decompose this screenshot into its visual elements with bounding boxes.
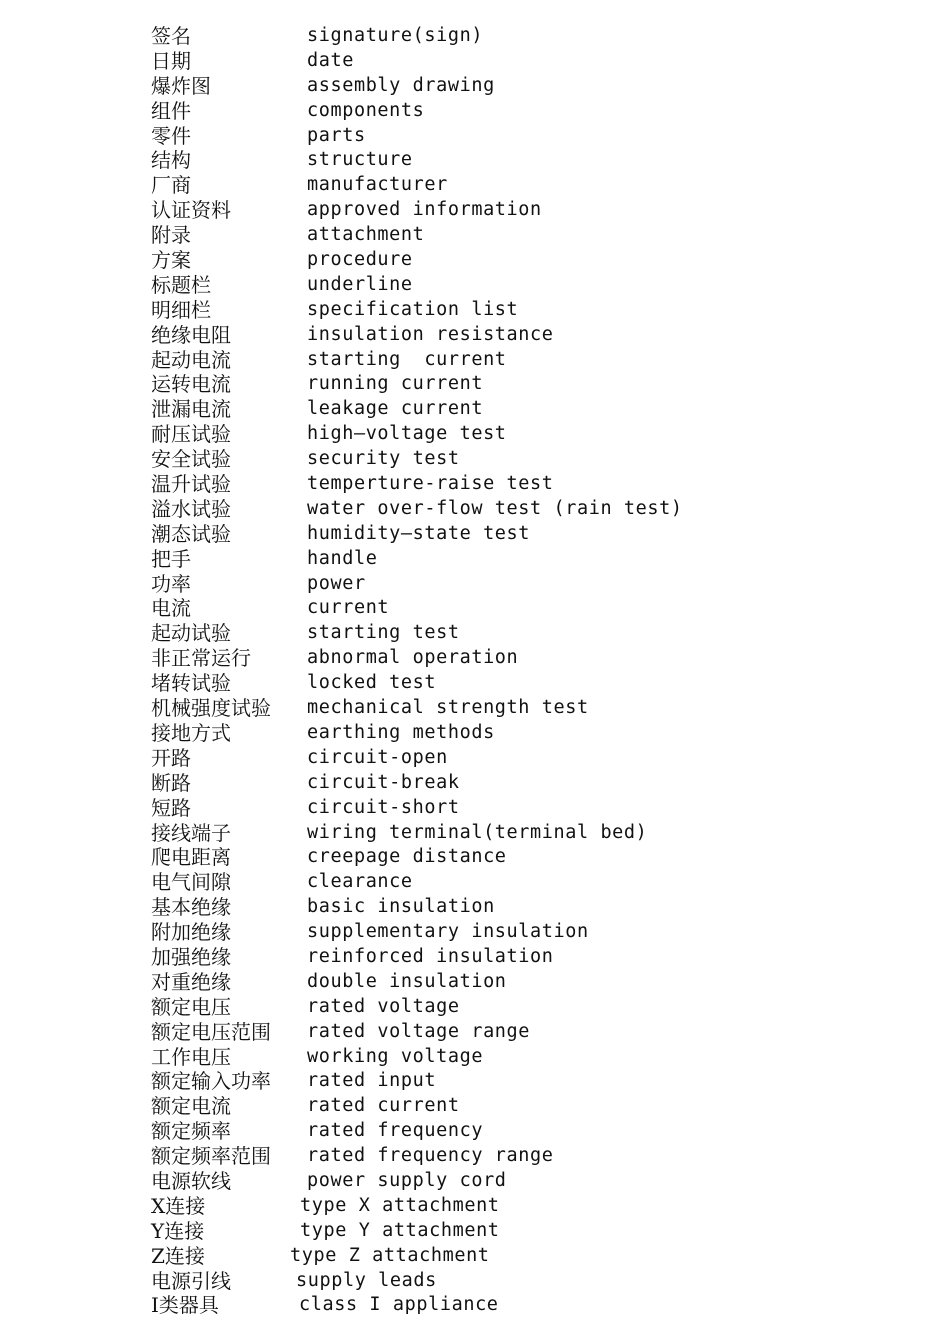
english-term: power supply cord xyxy=(307,1169,507,1191)
english-term: rated frequency xyxy=(307,1120,484,1142)
english-term: leakage current xyxy=(307,398,484,420)
glossary-row xyxy=(0,49,950,74)
glossary-row xyxy=(0,547,950,572)
glossary-row xyxy=(0,995,950,1020)
english-term: supply leads xyxy=(296,1269,437,1291)
english-term: security test xyxy=(307,448,460,470)
english-term: working voltage xyxy=(307,1045,484,1067)
english-term: circuit-open xyxy=(307,746,448,768)
english-term: running current xyxy=(307,373,484,395)
glossary-list xyxy=(0,24,950,1318)
chinese-term: 明细栏 xyxy=(151,297,211,322)
english-term: specification list xyxy=(307,298,519,320)
glossary-row xyxy=(0,870,950,895)
chinese-term: 标题栏 xyxy=(151,272,211,297)
chinese-term: I类器具 xyxy=(151,1293,219,1318)
english-term: temperture-raise test xyxy=(307,473,554,495)
english-term: double insulation xyxy=(307,970,507,992)
chinese-term: 堵转试验 xyxy=(151,671,231,696)
chinese-term: 结构 xyxy=(151,148,191,173)
glossary-row xyxy=(0,198,950,223)
chinese-term: 接地方式 xyxy=(151,720,231,745)
glossary-row xyxy=(0,472,950,497)
glossary-row xyxy=(0,945,950,970)
english-term: wiring terminal(terminal bed) xyxy=(307,821,648,843)
glossary-row xyxy=(0,845,950,870)
english-term: humidity—state test xyxy=(307,522,531,544)
chinese-term: Y连接 xyxy=(151,1218,205,1243)
english-term: manufacturer xyxy=(307,174,448,196)
glossary-row xyxy=(0,223,950,248)
chinese-term: 运转电流 xyxy=(151,372,231,397)
glossary-row xyxy=(0,771,950,796)
chinese-term: 爬电距离 xyxy=(151,845,231,870)
chinese-term: 电流 xyxy=(151,596,191,621)
chinese-term: 附录 xyxy=(151,223,191,248)
english-term: power xyxy=(307,572,366,594)
english-term: starting current xyxy=(307,348,507,370)
chinese-term: 零件 xyxy=(151,123,191,148)
chinese-term: 额定频率 xyxy=(151,1119,231,1144)
glossary-row xyxy=(0,646,950,671)
english-term: earthing methods xyxy=(307,721,495,743)
glossary-row xyxy=(0,621,950,646)
glossary-row xyxy=(0,74,950,99)
chinese-term: 额定电流 xyxy=(151,1094,231,1119)
glossary-row xyxy=(0,1069,950,1094)
glossary-row xyxy=(0,596,950,621)
english-term: type Y attachment xyxy=(300,1219,500,1241)
english-term: rated voltage range xyxy=(307,1020,531,1042)
glossary-row xyxy=(0,1020,950,1045)
chinese-term: 开路 xyxy=(151,745,191,770)
chinese-term: 加强绝缘 xyxy=(151,944,231,969)
english-term: mechanical strength test xyxy=(307,697,589,719)
english-term: procedure xyxy=(307,249,413,271)
chinese-term: 泄漏电流 xyxy=(151,397,231,422)
chinese-term: 工作电压 xyxy=(151,1044,231,1069)
glossary-row xyxy=(0,1094,950,1119)
glossary-row xyxy=(0,1269,950,1294)
glossary-row xyxy=(0,99,950,124)
english-term: rated input xyxy=(307,1070,437,1092)
chinese-term: 耐压试验 xyxy=(151,422,231,447)
chinese-term: 起动试验 xyxy=(151,621,231,646)
glossary-row xyxy=(0,173,950,198)
chinese-term: 额定频率范围 xyxy=(151,1144,271,1169)
chinese-term: 功率 xyxy=(151,571,191,596)
glossary-row xyxy=(0,721,950,746)
glossary-row xyxy=(0,348,950,373)
chinese-term: 厂商 xyxy=(151,173,191,198)
english-term: rated frequency range xyxy=(307,1145,554,1167)
english-term: basic insulation xyxy=(307,896,495,918)
chinese-term: 机械强度试验 xyxy=(151,696,271,721)
glossary-row xyxy=(0,248,950,273)
english-term: approved information xyxy=(307,199,542,221)
chinese-term: 组件 xyxy=(151,98,191,123)
english-term: locked test xyxy=(307,672,437,694)
glossary-row xyxy=(0,821,950,846)
english-term: rated current xyxy=(307,1095,460,1117)
chinese-term: 电源软线 xyxy=(151,1168,231,1193)
chinese-term: 起动电流 xyxy=(151,347,231,372)
chinese-term: 额定电压范围 xyxy=(151,1019,271,1044)
english-term: components xyxy=(307,99,425,121)
english-term: reinforced insulation xyxy=(307,945,554,967)
glossary-row xyxy=(0,298,950,323)
glossary-row xyxy=(0,895,950,920)
glossary-row xyxy=(0,372,950,397)
english-term: type Z attachment xyxy=(290,1244,490,1266)
chinese-term: 安全试验 xyxy=(151,447,231,472)
english-term: parts xyxy=(307,124,366,146)
glossary-row xyxy=(0,447,950,472)
chinese-term: 额定输入功率 xyxy=(151,1069,271,1094)
glossary-row xyxy=(0,1119,950,1144)
chinese-term: 电源引线 xyxy=(151,1268,231,1293)
english-term: circuit-break xyxy=(307,771,460,793)
english-term: high—voltage test xyxy=(307,423,507,445)
english-term: abnormal operation xyxy=(307,647,519,669)
chinese-term: 把手 xyxy=(151,546,191,571)
glossary-row xyxy=(0,522,950,547)
english-term: handle xyxy=(307,547,378,569)
chinese-term: 短路 xyxy=(151,795,191,820)
chinese-term: Z连接 xyxy=(151,1243,205,1268)
english-term: type X attachment xyxy=(300,1194,500,1216)
chinese-term: 对重绝缘 xyxy=(151,969,231,994)
english-term: circuit-short xyxy=(307,796,460,818)
chinese-term: 附加绝缘 xyxy=(151,920,231,945)
english-term: creepage distance xyxy=(307,846,507,868)
glossary-row xyxy=(0,1194,950,1219)
glossary-row xyxy=(0,323,950,348)
glossary-row xyxy=(0,572,950,597)
chinese-term: 签名 xyxy=(151,24,191,48)
glossary-row xyxy=(0,124,950,149)
english-term: starting test xyxy=(307,622,460,644)
glossary-row xyxy=(0,746,950,771)
chinese-term: X连接 xyxy=(151,1193,206,1218)
glossary-row xyxy=(0,1169,950,1194)
english-term: insulation resistance xyxy=(307,323,554,345)
english-term: clearance xyxy=(307,871,413,893)
chinese-term: 温升试验 xyxy=(151,472,231,497)
glossary-row xyxy=(0,671,950,696)
english-term: date xyxy=(307,49,354,71)
chinese-term: 断路 xyxy=(151,770,191,795)
chinese-term: 额定电压 xyxy=(151,994,231,1019)
english-term: supplementary insulation xyxy=(307,921,589,943)
english-term: structure xyxy=(307,149,413,171)
glossary-row xyxy=(0,497,950,522)
glossary-row xyxy=(0,1293,950,1318)
glossary-row xyxy=(0,1144,950,1169)
chinese-term: 爆炸图 xyxy=(151,73,211,98)
glossary-row xyxy=(0,422,950,447)
english-term: water over-flow test (rain test) xyxy=(307,497,683,519)
english-term: rated voltage xyxy=(307,995,460,1017)
glossary-row xyxy=(0,920,950,945)
glossary-row xyxy=(0,397,950,422)
chinese-term: 方案 xyxy=(151,248,191,273)
chinese-term: 日期 xyxy=(151,48,191,73)
chinese-term: 接线端子 xyxy=(151,820,231,845)
chinese-term: 基本绝缘 xyxy=(151,895,231,920)
chinese-term: 潮态试验 xyxy=(151,521,231,546)
chinese-term: 绝缘电阻 xyxy=(151,322,231,347)
chinese-term: 认证资料 xyxy=(151,198,231,223)
glossary-row xyxy=(0,796,950,821)
english-term: signature(sign) xyxy=(307,25,484,46)
english-term: current xyxy=(307,597,390,619)
glossary-row xyxy=(0,24,950,49)
english-term: class I appliance xyxy=(299,1294,499,1316)
glossary-row xyxy=(0,696,950,721)
english-term: assembly drawing xyxy=(307,74,495,96)
chinese-term: 溢水试验 xyxy=(151,496,231,521)
chinese-term: 非正常运行 xyxy=(151,646,251,671)
glossary-row xyxy=(0,970,950,995)
chinese-term: 电气间隙 xyxy=(151,870,231,895)
english-term: underline xyxy=(307,273,413,295)
glossary-row xyxy=(0,1219,950,1244)
glossary-row xyxy=(0,148,950,173)
glossary-row xyxy=(0,1244,950,1269)
glossary-row xyxy=(0,1045,950,1070)
english-term: attachment xyxy=(307,224,425,246)
glossary-row xyxy=(0,273,950,298)
